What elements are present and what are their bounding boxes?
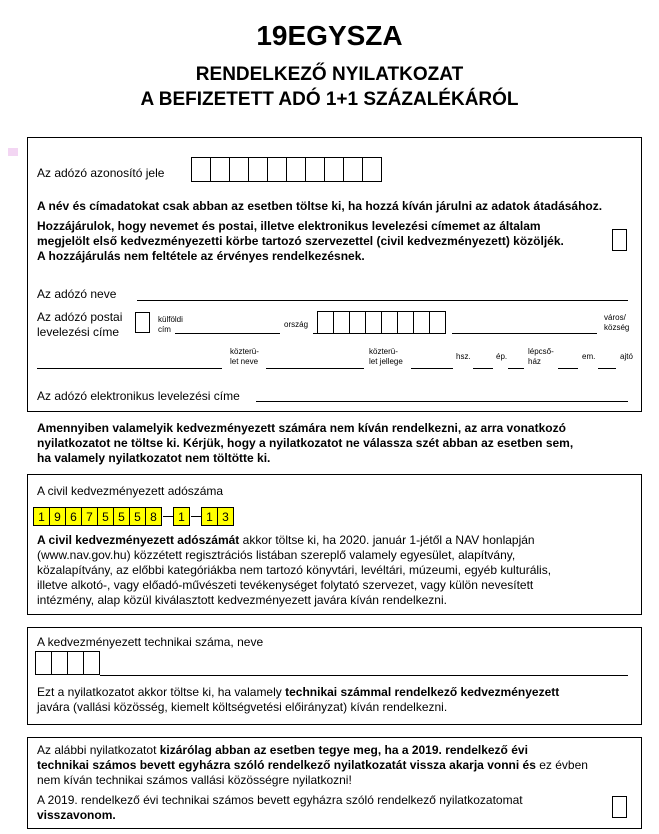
staircase-label-line1: lépcső- xyxy=(528,347,554,356)
staircase-label-line2: ház xyxy=(528,357,541,366)
consent-intro: A név és címadatokat csak abban az esetben töltse ki, ha hozzá kíván járulni az adatok átadásához. xyxy=(37,199,603,213)
door-label: ajtó xyxy=(620,352,633,361)
address-label-line2: levelezési címe xyxy=(37,325,120,339)
building-input-line[interactable] xyxy=(508,368,524,369)
foreign-label-line2: cím xyxy=(158,325,171,334)
margin-marker xyxy=(8,148,18,156)
building-label: ép. xyxy=(496,352,508,361)
revocation-checkbox[interactable] xyxy=(612,796,627,818)
city-label-line1: város/ xyxy=(604,313,626,322)
form-title-line2: A BEFIZETETT ADÓ 1+1 SZÁZALÉKÁRÓL xyxy=(140,89,519,110)
civil-tax-number-label: A civil kedvezményezett adószáma xyxy=(37,484,224,498)
revocation-statement: A 2019. rendelkező évi technikai számos bevett egyházra szóló rendelkező nyilatkozatomat visszavonom. xyxy=(37,793,523,822)
street-name-label-line1: közterü- xyxy=(230,347,259,356)
technical-number-field[interactable] xyxy=(35,651,100,675)
tax-id-field[interactable] xyxy=(191,157,382,182)
civil-description: A civil kedvezményezett adószámát akkor töltse ki, ha 2020. január 1-jétől a NAV honlapján (www.nav.gov.hu) közzétett regisztrációs listában szereplő valamely egyesület, alapítvány, közalapítvány, az előbbi kategóriákba nem tartozó könyvtári, levéltári, múzeumi, egyéb kulturális, illetve alkotó-, vagy előadó-művészeti tevékenységet folytató szervezet, vagy külön nevesített intézmény, alap közül kiválasztott kedvezményezett javára kíván rendelkezni. xyxy=(37,533,552,607)
country-label: ország xyxy=(284,320,309,329)
technical-number-label: A kedvezményezett technikai száma, neve xyxy=(37,635,264,649)
house-number-input-line[interactable] xyxy=(473,368,493,369)
email-label: Az adózó elektronikus levelezési címe xyxy=(37,389,240,403)
street-name-input-line[interactable] xyxy=(266,368,364,369)
address-extra-line[interactable] xyxy=(37,368,222,369)
notice-line1: Amennyiben valamelyik kedvezményezett számára nem kíván rendelkezni, az arra vonatkozó xyxy=(37,421,566,435)
notice-line2: nyilatkozatot ne töltse ki. Kérjük, hogy a nyilatkozatot ne válassza szét abban az esetben sem, xyxy=(37,436,574,450)
email-input-line[interactable] xyxy=(256,401,628,402)
consent-text-line1: Hozzájárulok, hogy nevemet és postai, illetve elektronikus levelezési címemet az általam xyxy=(37,219,541,233)
floor-input-line[interactable] xyxy=(598,368,616,369)
tax-id-label: Az adózó azonosító jele xyxy=(37,166,165,180)
foreign-input-line[interactable] xyxy=(175,333,280,334)
street-name-label-line2: let neve xyxy=(230,357,259,366)
name-input-line[interactable] xyxy=(137,300,628,301)
consent-text-line2: megjelölt első kedvezményezetti körbe tartozó szervezettel (civil kedvezményezett) közöljék. xyxy=(37,234,564,248)
form-title-line1: RENDELKEZŐ NYILATKOZAT xyxy=(195,64,464,85)
civil-tax-number-field[interactable]: 1 9 6 7 5 5 5 8 1 1 3 xyxy=(33,507,234,526)
name-label: Az adózó neve xyxy=(37,287,117,301)
street-type-label-line1: közterü- xyxy=(369,347,398,356)
technical-name-input-line[interactable] xyxy=(100,675,628,676)
consent-checkbox[interactable] xyxy=(612,229,627,251)
street-type-label-line2: let jellege xyxy=(369,357,403,366)
form-code: 19EGYSZA xyxy=(256,20,403,51)
technical-description: Ezt a nyilatkozatot akkor töltse ki, ha valamely technikai számmal rendelkező kedvezményezett javára (vallási közösség, kiemelt költségvetési előirányzat) kíván rendelkezni. xyxy=(37,685,560,714)
notice-line3: ha valamely nyilatkozatot nem töltötte ki. xyxy=(37,451,271,465)
street-type-input-line[interactable] xyxy=(411,368,453,369)
consent-text-line3: A hozzájárulás nem feltétele az érvényes rendelkezésnek. xyxy=(37,249,365,263)
revocation-instruction: Az alábbi nyilatkozatot kizárólag abban az esetben tegye meg, ha a 2019. rendelkező évi technikai számos bevett egyházra szóló rendelkező nyilatkozatát vissza akarja vonni és ez évben nem kíván technikai számos vallási közösségre nyilatkozni! xyxy=(37,743,588,787)
house-number-label: hsz. xyxy=(456,352,471,361)
city-label-line2: község xyxy=(604,323,630,332)
foreign-label-line1: külföldi xyxy=(158,315,183,324)
foreign-address-checkbox[interactable] xyxy=(135,312,150,333)
staircase-input-line[interactable] xyxy=(558,368,578,369)
city-input-line[interactable] xyxy=(452,333,597,334)
floor-label: em. xyxy=(582,352,596,361)
address-label-line1: Az adózó postai xyxy=(37,310,123,324)
postal-code-field[interactable] xyxy=(317,311,446,334)
